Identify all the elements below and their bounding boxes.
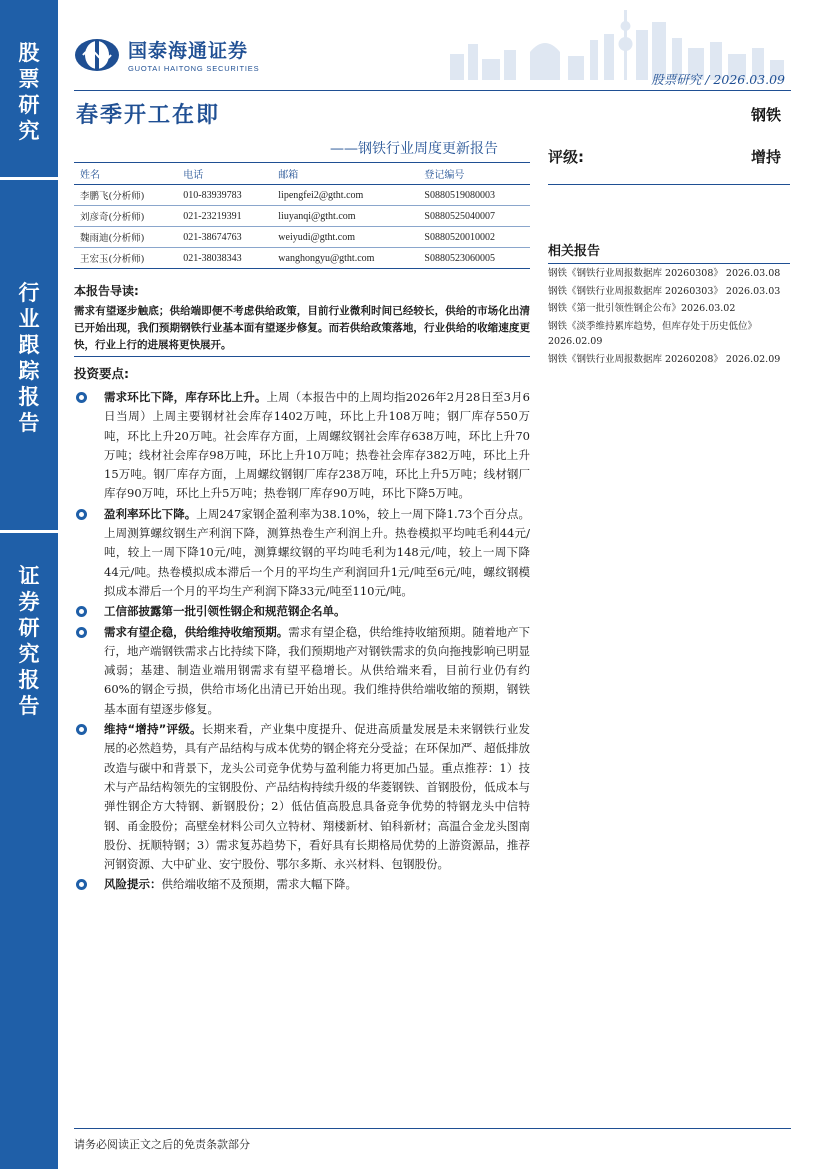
analyst-email[interactable]: weiyudi@gtht.com: [272, 227, 418, 248]
point-lead: 风险提示：: [104, 877, 162, 892]
analyst-table: [74, 162, 530, 269]
table-row: [74, 206, 530, 227]
related-report-link[interactable]: 钢铁《钢铁行业周报数据库 20260303》 2026.03.03: [548, 285, 781, 297]
side-char: 股: [18, 41, 40, 65]
side-char: 报: [18, 668, 40, 692]
list-item: [74, 623, 530, 719]
analyst-phone: 021-38038343: [177, 248, 272, 269]
side-band: [0, 0, 58, 1169]
point-text: 上周247家钢企盈利率为38.10%，较上一周下降1.73个百分点。上周测算螺纹钢生产利润下降，测算热卷生产利润上升。热卷模拟平均吨毛利44元/吨，较上一周下降10元/吨，测算螺纹钢的平均吨毛利为148元/吨，较上一周下降44元/吨。热卷模拟成本滞后一个月的平均生产利润回升1元/吨至6元/吨，螺纹钢模拟成本滞后一个月的平均生产利润下降33元/吨至110元/吨。: [104, 506, 530, 598]
logo-chinese-name: 国泰海通证券: [128, 40, 249, 62]
side-char: 究: [18, 119, 40, 143]
related-reports: [548, 240, 790, 367]
header-divider: [74, 90, 791, 91]
col-reg-number: 登记编号: [418, 163, 530, 185]
bullet-icon: [76, 606, 87, 617]
list-item: [74, 720, 530, 874]
analyst-email[interactable]: wanghongyu@gtht.com: [272, 248, 418, 269]
col-phone: 电话: [177, 163, 272, 185]
guotai-haitong-logo-icon: [74, 38, 120, 72]
bullet-icon: [76, 509, 87, 520]
city-skyline-decoration: [440, 4, 790, 80]
analyst-reg: S0880523060005: [418, 248, 530, 269]
side-char: 告: [18, 411, 40, 435]
rating-divider: [548, 184, 790, 185]
sector-label: 钢铁: [750, 106, 781, 124]
analyst-phone: 010-83939783: [177, 185, 272, 206]
bullet-icon: [76, 724, 87, 735]
analyst-name: 魏雨迪(分析师): [74, 227, 177, 248]
analyst-email[interactable]: liuyanqi@gtht.com: [272, 206, 418, 227]
guide-body: 需求有望逐步触底；供给端即便不考虑供给政策，目前行业微利时间已经较长，供给的市场化出清已开始出现，我们预期钢铁行业基本面有望逐步修复。而若供给政策落地，行业供给的收缩速度更快，行业上行的进展将更快展开。: [74, 305, 530, 351]
side-char: 票: [18, 67, 40, 91]
side-label-stock-research: [0, 0, 58, 177]
analyst-reg: S0880520010002: [418, 227, 530, 248]
analyst-phone: 021-38674763: [177, 227, 272, 248]
point-text: 供给端收缩不及预期，需求大幅下降。: [161, 877, 357, 892]
list-item: [74, 505, 530, 601]
point-lead: 需求有望企稳，供给维持收缩预期。: [104, 624, 289, 639]
side-label-securities-research: [0, 533, 58, 1169]
side-char: 告: [18, 694, 40, 718]
analyst-email[interactable]: lipengfei2@gtht.com: [272, 185, 418, 206]
list-item: [74, 875, 530, 894]
table-row: [74, 227, 530, 248]
report-guide: [74, 282, 530, 354]
disclaimer-footer: 请务必阅读正文之后的免责条款部分: [74, 1138, 250, 1151]
related-report-link[interactable]: 钢铁《淡季维持累库趋势，但库存处于历史低位》2026.02.09: [548, 320, 758, 347]
logo-english-name: GUOTAI HAITONG SECURITIES: [128, 64, 260, 73]
list-item: [74, 388, 530, 504]
side-char: 证: [18, 564, 40, 588]
analyst-name: 李鹏飞(分析师): [74, 185, 177, 206]
point-lead: 盈利率环比下降。: [104, 506, 197, 521]
report-type-date: 股票研究 / 2026.03.09: [651, 72, 785, 87]
related-report-link[interactable]: 钢铁《钢铁行业周报数据库 20260208》 2026.02.09: [548, 353, 781, 365]
related-report-link[interactable]: 钢铁《第一批引领性钢企公布》2026.03.02: [548, 303, 736, 314]
col-email: 邮箱: [272, 163, 418, 185]
related-reports-title: 相关报告: [548, 240, 790, 264]
side-char: 业: [18, 307, 40, 331]
guide-divider: [74, 356, 530, 357]
side-label-industry-tracking: [0, 180, 58, 530]
table-row: [74, 248, 530, 269]
report-title: 春季开工在即: [76, 103, 221, 128]
side-char: 报: [18, 385, 40, 409]
point-text: 需求有望企稳，供给维持收缩预期。随着地产下行，地产端钢铁需求占比持续下降，我们预期地产对钢铁需求的负向拖拽影响已明显减弱；基建、制造业端用钢需求有望平稳增长。从供给端来看，目前行业仍有约60%的钢企亏损，供给市场化出清已开始出现。我们维持供给端收缩的预期，钢铁基本面有望逐步修复。: [104, 624, 531, 716]
points-heading: 投资要点:: [74, 366, 129, 381]
point-text: 上周（本报告中的上周均指2026年2月28日至3月6日当周）上周主要钢材社会库存1402万吨，环比上升108万吨；钢厂库存550万吨，环比上升20万吨。社会库存方面，上周螺纹钢社会库存638万吨，环比上升70万吨；线材社会库存98万吨，环比上升10万吨；热卷社会库存382万吨，环比上升15万吨。钢厂库存方面，上周螺纹钢钢厂库存238万吨，环比上升5万吨；线材钢厂库存90万吨，环比上升5万吨；热卷钢厂库存90万吨，环比下降5万吨。: [104, 390, 531, 501]
side-char: 究: [18, 642, 40, 666]
analyst-phone: 021-23219391: [177, 206, 272, 227]
list-item: [74, 602, 530, 621]
side-char: 踪: [18, 359, 40, 383]
report-subtitle: ——钢铁行业周度更新报告: [330, 141, 498, 157]
analyst-name: 王宏玉(分析师): [74, 248, 177, 269]
rating-label: 评级:: [548, 148, 584, 166]
point-lead: 需求环比下降，库存环比上升。: [104, 390, 267, 404]
point-lead: 维持“增持”评级。: [104, 722, 202, 737]
analyst-reg: S0880519080003: [418, 185, 530, 206]
investment-points: [74, 364, 530, 896]
company-logo: [74, 36, 259, 73]
analyst-name: 刘彦奇(分析师): [74, 206, 177, 227]
bullet-icon: [76, 627, 87, 638]
side-char: 研: [18, 616, 40, 640]
side-char: 跟: [18, 333, 40, 357]
col-name: 姓名: [74, 163, 177, 185]
side-char: 券: [18, 590, 40, 614]
bullet-icon: [76, 392, 87, 403]
rating-value: 增持: [750, 148, 781, 166]
side-char: 研: [18, 93, 40, 117]
table-row: [74, 185, 530, 206]
table-header-row: [74, 163, 530, 185]
analyst-reg: S0880525040007: [418, 206, 530, 227]
bullet-icon: [76, 879, 87, 890]
footer-divider: [74, 1128, 791, 1129]
side-char: 行: [18, 281, 40, 305]
guide-heading: 本报告导读:: [74, 284, 139, 298]
point-lead: 工信部披露第一批引领性钢企和规范钢企名单。: [104, 604, 346, 619]
related-report-link[interactable]: 钢铁《钢铁行业周报数据库 20260308》 2026.03.08: [548, 268, 781, 279]
point-text: 长期来看，产业集中度提升、促进高质量发展是未来钢铁行业发展的必然趋势，具有产品结构与成本优势的钢企将充分受益；在环保加严、超低排放改造与碳中和背景下，龙头公司竞争优势与盈利能力将更加凸显。重点推荐：1）技术与产品结构领先的宝钢股份、产品结构持续升级的华菱钢铁、首钢股份，低成本与弹性钢企方大特钢、新钢股份；2）低估值高股息具备竞争优势的特钢龙头中信特钢、甬金股份；高壁垒材料公司久立特材、翔楼新材、铂科新材；高温合金龙头图南股份、抚顺特钢；3）需求复苏趋势下，看好具有长期格局优势的上游资源品，推荐河钢资源、大中矿业、安宁股份、鄂尔多斯、永兴材料、包钢股份。: [104, 722, 530, 872]
